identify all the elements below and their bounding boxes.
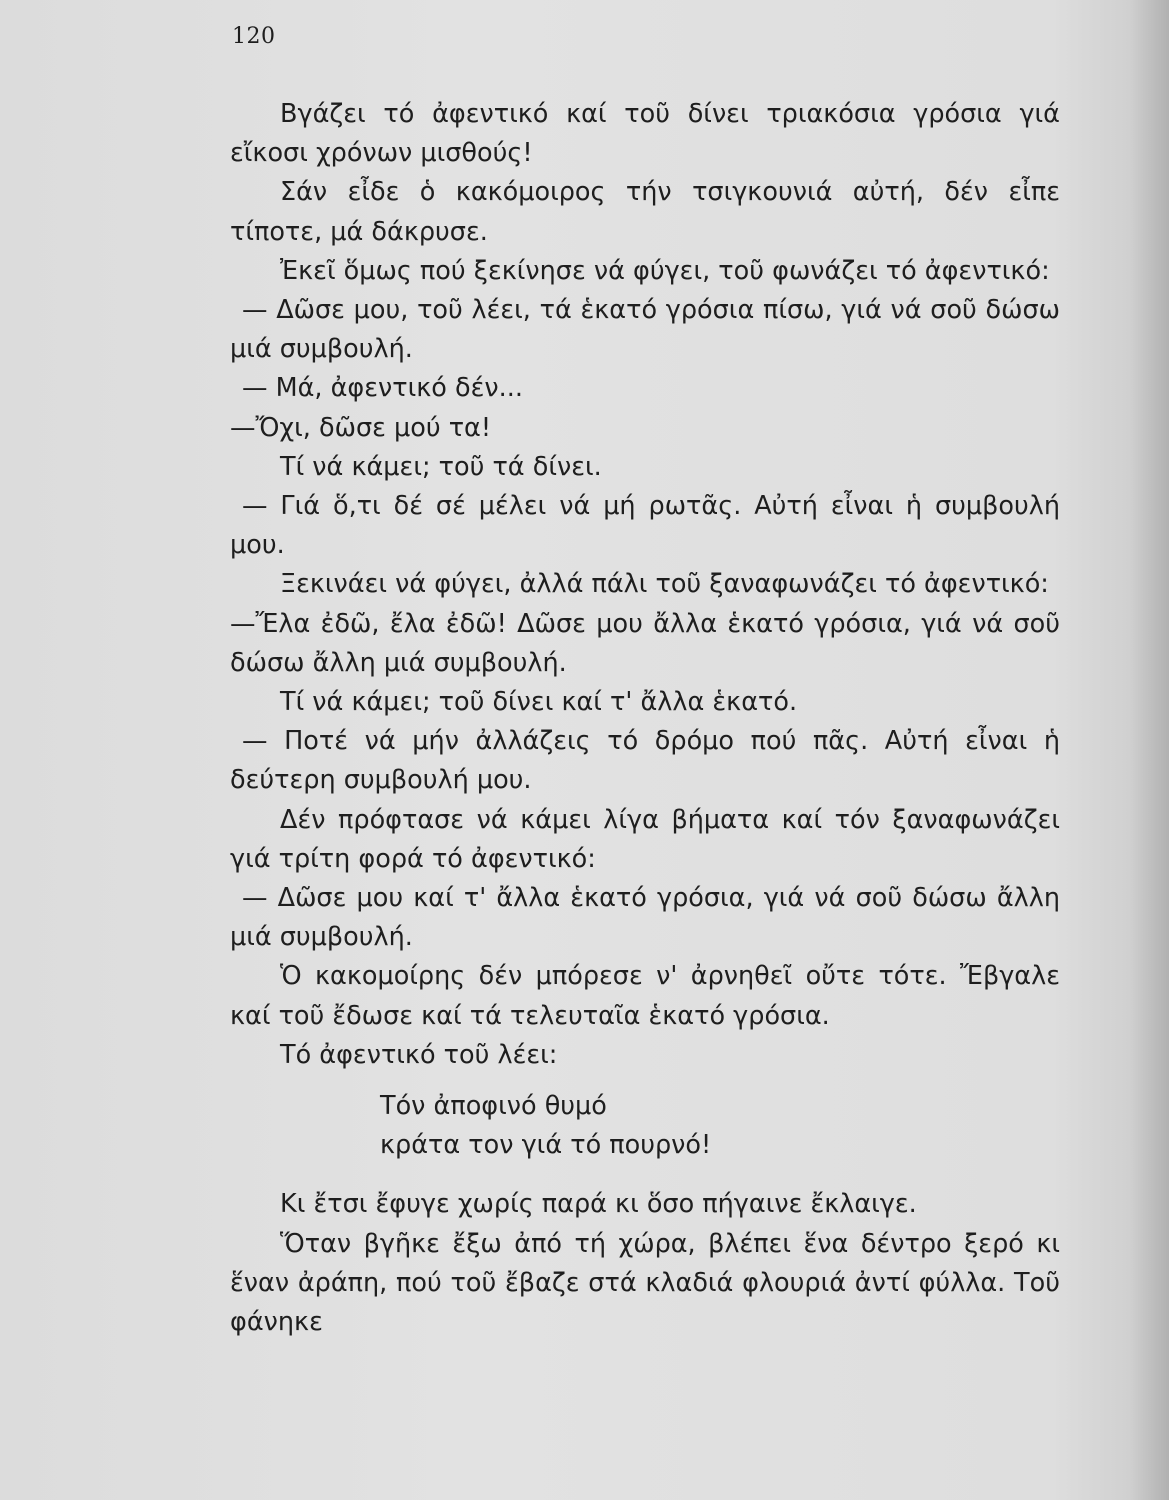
paragraph: Τί νά κάμει; τοῦ δίνει καί τ' ἄλλα ἑκατό. [280, 687, 798, 718]
dialogue-line: — Ποτέ νά μήν ἀλλάζεις τό δρόμο πού πᾶς. Αὐτή εἶναι ἡ δεύτερη συμβουλή μου. [230, 726, 1060, 796]
dialogue-line: — Μά, ἀφεντικό δέν... [242, 373, 523, 404]
paragraph: Ξεκινάει νά φύγει, ἀλλά πάλι τοῦ ξαναφωνάζει τό ἀφεντικό: [280, 569, 1049, 600]
page-number: 120 [232, 24, 276, 49]
paragraph: Ὁ κακομοίρης δέν μπόρεσε ν' ἀρνηθεῖ οὔτε τότε. Ἔβγαλε καί τοῦ ἔδωσε καί τά τελευταῖα ἑκατό γρόσια. [230, 961, 1060, 1031]
dialogue-line: —Ἔλα ἐδῶ, ἔλα ἐδῶ! Δῶσε μου ἄλλα ἑκατό γρόσια, γιά νά σοῦ δώσω ἄλλη μιά συμβουλή. [230, 608, 1060, 678]
dialogue-line: — Γιά ὅ,τι δέ σέ μέλει νά μή ρωτᾶς. Αὐτή εἶναι ἡ συμβουλή μου. [230, 491, 1060, 561]
paragraph: Δέν πρόφτασε νά κάμει λίγα βήματα καί τόν ξαναφωνάζει γιά τρίτη φορά τό ἀφεντικό: [230, 804, 1060, 874]
dialogue-line: —Ὄχι, δῶσε μού τα! [230, 412, 492, 443]
dialogue-line: — Δῶσε μου καί τ' ἄλλα ἑκατό γρόσια, γιά νά σοῦ δώσω ἄλλη μιά συμβουλή. [230, 883, 1060, 953]
paragraph: Τί νά κάμει; τοῦ τά δίνει. [280, 451, 602, 482]
dialogue-line: — Δῶσε μου, τοῦ λέει, τά ἑκατό γρόσια πίσω, γιά νά σοῦ δώσω μιά συμβουλή. [230, 295, 1060, 365]
paragraph: Τό ἀφεντικό τοῦ λέει: [280, 1039, 558, 1070]
verse-block [380, 1087, 1060, 1165]
paragraph: Ὅταν βγῆκε ἔξω ἀπό τή χώρα, βλέπει ἕνα δέντρο ξερό κι ἕναν ἀράπη, πού τοῦ ἔβαζε στά κλαδιά φλουριά ἀντί φύλλα. Τοῦ φάνηκε [230, 1228, 1060, 1338]
verse-line: Τόν ἀποφινό θυμό [380, 1091, 607, 1122]
body-text [230, 95, 1060, 1342]
paragraph: Βγάζει τό ἀφεντικό καί τοῦ δίνει τριακόσια γρόσια γιά εἴκοσι χρόνων μισθούς! [230, 99, 1060, 169]
paragraph: Σάν εἶδε ὁ κακόμοιρος τήν τσιγκουνιά αὐτή, δέν εἶπε τίποτε, μά δάκρυσε. [230, 177, 1060, 247]
paragraph: Ἐκεῖ ὅμως πού ξεκίνησε νά φύγει, τοῦ φωνάζει τό ἀφεντικό: [280, 255, 1050, 286]
verse-line: κράτα τον γιά τό πουρνό! [380, 1130, 712, 1161]
paragraph: Κι ἔτσι ἔφυγε χωρίς παρά κι ὅσο πήγαινε ἔκλαιγε. [280, 1189, 917, 1220]
page-edge-shadow [1129, 0, 1169, 1500]
